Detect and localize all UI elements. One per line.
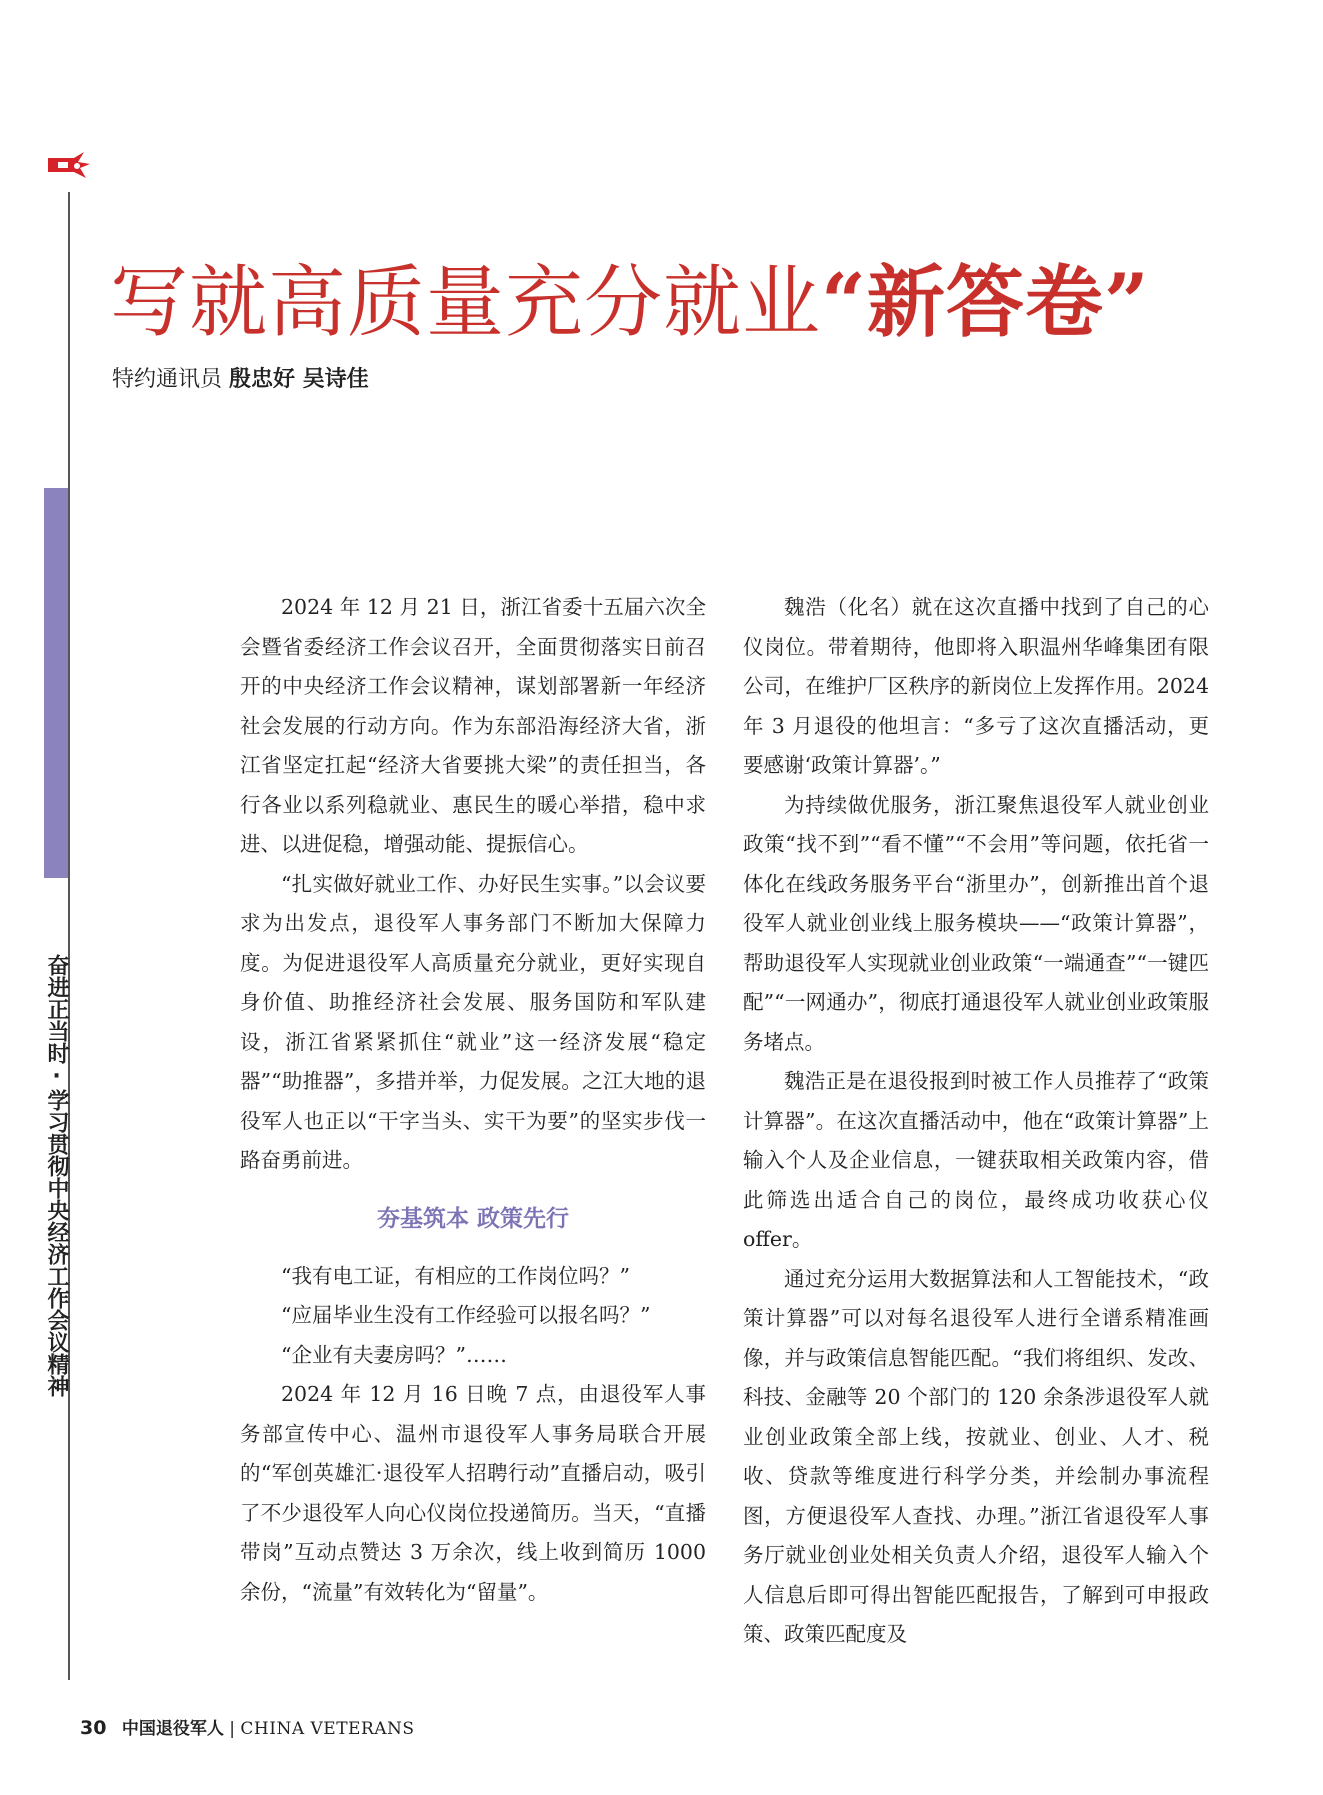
left-column [240,588,706,1612]
article-title [110,255,1150,351]
magazine-name-cn: 中国退役军人 [121,1719,224,1739]
title-emphasis: “新答卷” [821,257,1150,348]
paragraph: 魏浩正是在退役报到时被工作人员推荐了“政策计算器”。在这次直播活动中，他在“政策计算器”上输入个人及企业信息，一键获取相关政策内容，借此筛选出适合自己的岗位，最终成功收获心仪 offer。 [743,1069,1209,1251]
quote-line: “应届毕业生没有工作经验可以报名吗？” [281,1303,651,1327]
page-footer [80,1716,415,1741]
column-tag: 奋进正当时·学习贯彻中央经济工作会议精神 [44,953,69,1397]
section-heading: 夯基筑本 政策先行 [376,1204,569,1232]
page-number: 30 [80,1717,107,1739]
byline [112,365,369,395]
section-color-bar [44,488,68,878]
paragraph: 为持续做优服务，浙江聚焦退役军人就业创业政策“找不到”“看不懂”“不会用”等问题，依托省一体化在线政务服务平台“浙里办”，创新推出首个退役军人就业创业线上服务模块——“政策计算器”，帮助退役军人实现就业创业政策“一端通查”“一键匹配”“一网通办”，彻底打通退役军人就业创业政策服务堵点。 [743,792,1209,1054]
right-column [743,588,1209,1655]
footer-separator: | [229,1719,235,1739]
paragraph: 魏浩（化名）就在这次直播中找到了自己的心仪岗位。带着期待，他即将入职温州华峰集团有限公司，在维护厂区秩序的新岗位上发挥作用。2024 年 3 月退役的他坦言：“多亏了这次直播活动，更要感谢‘政策计算器’。” [743,595,1209,777]
title-main: 写就高质量充分就业 [110,258,822,348]
magazine-name-en: CHINA VETERANS [240,1719,415,1739]
quote-line: “企业有夫妻房吗？”…… [281,1342,507,1367]
paragraph: 2024 年 12 月 21 日，浙江省委十五届六次全会暨省委经济工作会议召开，全面贯彻落实日前召开的中央经济工作会议精神，谋划部署新一年经济社会发展的行动方向。作为东部沿海经济大省，浙江省坚定扛起“经济大省要挑大梁”的责任担当，各行各业以系列稳就业、惠民生的暖心举措，稳中求进、以进促稳，增强动能、提振信心。 [240,595,706,856]
byline-role: 特约通讯员 [112,367,223,392]
paragraph: 2024 年 12 月 16 日晚 7 点，由退役军人事务部宣传中心、温州市退役军人事务局联合开展的“军创英雄汇·退役军人招聘行动”直播启动，吸引了不少退役军人向心仪岗位投递简历。当天，“直播带岗”互动点赞达 3 万余次，线上收到简历 1000 余份，“流量”有效转化为“留量”。 [240,1382,706,1604]
quote-line: “我有电工证，有相应的工作岗位吗？” [281,1263,630,1288]
paragraph: 通过充分运用大数据算法和人工智能技术，“政策计算器”可以对每名退役军人进行全谱系精准画像，并与政策信息智能匹配。“我们将组织、发改、科技、金融等 20 个部门的 120 余条涉退役军人就业创业政策全部上线，按就业、创业、人才、税收、贷款等维度进行科学分类，并绘制办事流程图，方便退役军人查找、办理。”浙江省退役军人事务厅就业创业处相关负责人介绍，退役军人输入个人信息后即可得出智能匹配报告，了解到可申报政策、政策匹配度及 [743,1266,1209,1646]
paragraph: “扎实做好就业工作、办好民生实事。”以会议要求为出发点，退役军人事务部门不断加大保障力度。为促进退役军人高质量充分就业，更好实现自身价值、助推经济社会发展、服务国防和军队建设，浙江省紧紧抓住“就业”这一经济发展“稳定器”“助推器”，多措并举，力促发展。之江大地的退役军人也正以“干字当头、实干为要”的坚实步伐一路奋勇前进。 [240,871,706,1172]
byline-authors: 殷忠好 吴诗佳 [229,367,369,392]
magazine-logo-icon [44,152,92,182]
